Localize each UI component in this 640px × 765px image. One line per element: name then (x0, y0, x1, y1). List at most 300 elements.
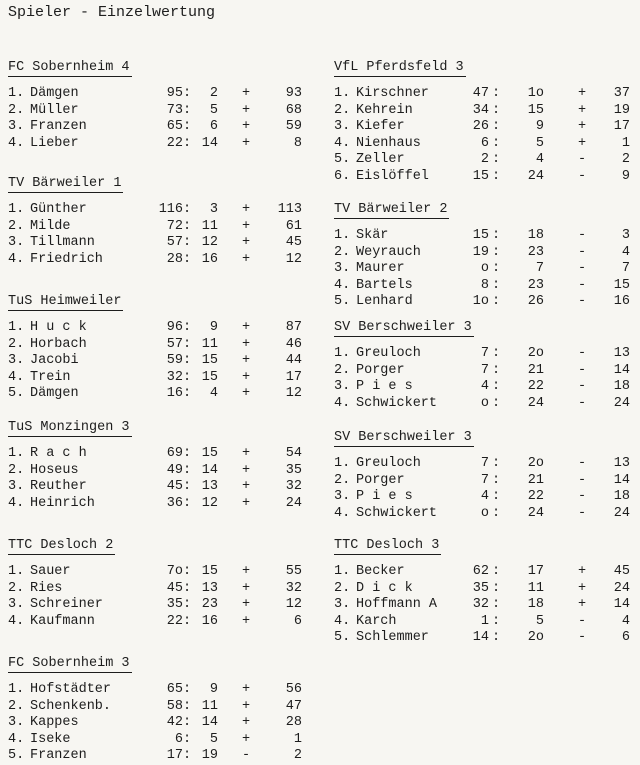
games-lost: 11 (527, 580, 544, 596)
diff-sign: - (578, 456, 587, 471)
player-rank: 4. (8, 495, 25, 511)
games-won: 65 (166, 119, 183, 134)
player-rank: 4. (334, 395, 351, 411)
games-won: 59 (166, 353, 183, 368)
diff-sign: - (578, 379, 587, 394)
player-row (8, 320, 308, 337)
score-separator: : (492, 597, 501, 612)
team-block (334, 60, 634, 185)
player-rank: 4. (334, 505, 351, 521)
score-separator: : (492, 456, 501, 471)
games-lost: 14 (201, 135, 218, 151)
team-block (8, 176, 308, 268)
player-rank: 4. (8, 135, 25, 151)
player-name: Dämgen (30, 386, 79, 401)
games-difference: 68 (285, 102, 302, 118)
diff-sign: + (242, 320, 251, 335)
diff-sign: + (242, 564, 251, 579)
player-row (334, 614, 634, 631)
player-row (334, 564, 634, 581)
team-heading: SV Berschweiler 3 (334, 430, 472, 445)
games-difference: 15 (613, 277, 630, 293)
games-lost: 5 (535, 613, 544, 629)
games-difference: 9 (621, 168, 630, 184)
games-difference: 13 (613, 346, 630, 361)
games-difference: 55 (285, 564, 302, 579)
player-row (8, 748, 308, 765)
diff-sign: - (578, 505, 587, 521)
player-rank: 4. (8, 613, 25, 629)
games-difference: 14 (613, 597, 630, 612)
team-block (8, 420, 308, 512)
games-lost: 16 (201, 251, 218, 267)
diff-sign: + (578, 564, 587, 579)
player-rank: 2. (8, 580, 25, 596)
player-rank: 2. (334, 580, 351, 596)
score-separator: : (183, 386, 192, 401)
player-row (8, 103, 308, 120)
games-won: 7 (480, 456, 489, 471)
games-won: 7o (166, 564, 183, 579)
games-won: 35 (472, 580, 489, 596)
player-name: H u c k (30, 320, 87, 335)
page-title: Spieler - Einzelwertung (8, 4, 216, 21)
games-lost: 4 (535, 152, 544, 167)
player-rank: 4. (8, 369, 25, 385)
games-lost: 3 (209, 202, 218, 217)
diff-sign: + (242, 698, 251, 714)
score-separator: : (492, 564, 501, 579)
games-won: 73 (166, 102, 183, 118)
player-row (334, 228, 634, 245)
score-separator: : (492, 168, 501, 184)
games-won: 45 (166, 479, 183, 494)
player-rank: 1. (8, 320, 25, 335)
player-row (8, 252, 308, 269)
games-lost: 1o (527, 86, 544, 101)
games-won: 62 (472, 564, 489, 579)
diff-sign: - (578, 261, 587, 276)
games-difference: 45 (613, 564, 630, 579)
games-difference: 13 (613, 456, 630, 471)
games-lost: 23 (527, 277, 544, 293)
games-won: o (480, 505, 489, 521)
diff-sign: - (578, 277, 587, 293)
games-lost: 4 (209, 386, 218, 401)
games-won: 7 (480, 346, 489, 361)
player-row (8, 614, 308, 631)
team-heading: TTC Desloch 2 (8, 538, 114, 553)
player-name: Dämgen (30, 86, 79, 101)
games-difference: 32 (285, 479, 302, 494)
team-heading: TTC Desloch 3 (334, 538, 440, 553)
games-won: o (480, 261, 489, 276)
diff-sign: + (242, 218, 251, 234)
score-separator: : (183, 613, 192, 629)
score-separator: : (183, 235, 192, 250)
team-heading: TuS Monzingen 3 (8, 420, 130, 435)
player-rank: 2. (8, 218, 25, 234)
score-separator: : (183, 462, 192, 478)
score-separator: : (492, 362, 501, 378)
score-separator: : (183, 135, 192, 151)
games-won: 95 (166, 86, 183, 101)
games-lost: 17 (527, 564, 544, 579)
games-difference: 87 (285, 320, 302, 335)
player-rank: 2. (8, 462, 25, 478)
games-difference: 17 (613, 119, 630, 134)
player-row (8, 732, 308, 749)
player-row (8, 86, 308, 103)
player-row (8, 219, 308, 236)
games-lost: 18 (527, 597, 544, 612)
player-rank: 1. (334, 346, 351, 361)
player-row (334, 103, 634, 120)
player-rank: 3. (334, 489, 351, 504)
score-separator: : (492, 630, 501, 645)
player-row (334, 169, 634, 186)
games-difference: 113 (277, 202, 302, 217)
games-lost: 9 (535, 119, 544, 134)
games-difference: 45 (285, 235, 302, 250)
diff-sign: + (242, 479, 251, 494)
diff-sign: + (242, 251, 251, 267)
score-separator: : (492, 613, 501, 629)
games-difference: 61 (285, 218, 302, 234)
player-name: Reuther (30, 479, 87, 494)
player-name: Hoffmann A (356, 597, 438, 612)
games-difference: 24 (613, 505, 630, 521)
score-separator: : (492, 277, 501, 293)
player-name: Trein (30, 369, 71, 385)
player-row (334, 136, 634, 153)
player-rank: 3. (334, 597, 351, 612)
games-lost: 15 (201, 369, 218, 385)
games-lost: 24 (527, 505, 544, 521)
player-row (8, 581, 308, 598)
diff-sign: - (578, 472, 587, 488)
diff-sign: + (242, 613, 251, 629)
player-row (334, 294, 634, 311)
player-rank: 4. (334, 135, 351, 151)
player-rank: 5. (8, 386, 25, 401)
player-name: Iseke (30, 731, 71, 747)
games-won: 2 (480, 152, 489, 167)
player-rank: 3. (8, 235, 25, 250)
player-row (334, 152, 634, 169)
player-row (334, 245, 634, 262)
player-rank: 5. (334, 152, 351, 167)
player-row (8, 136, 308, 153)
games-lost: 13 (201, 580, 218, 596)
games-difference: 19 (613, 102, 630, 118)
games-lost: 11 (201, 218, 218, 234)
player-name: Schenkenb. (30, 698, 112, 714)
diff-sign: + (242, 462, 251, 478)
games-won: 42 (166, 715, 183, 730)
games-lost: 23 (527, 244, 544, 260)
player-rank: 1. (8, 202, 25, 217)
diff-sign: - (242, 748, 251, 763)
player-name: Sauer (30, 564, 71, 579)
score-separator: : (183, 580, 192, 596)
games-difference: 3 (621, 228, 630, 243)
team-heading: TV Bärweiler 1 (8, 176, 122, 191)
player-name: Friedrich (30, 251, 103, 267)
score-separator: : (492, 379, 501, 394)
games-lost: 26 (527, 294, 544, 309)
player-rank: 1. (8, 682, 25, 697)
player-name: Greuloch (356, 456, 421, 471)
games-won: 116 (158, 202, 183, 217)
games-difference: 8 (293, 135, 302, 151)
score-separator: : (492, 152, 501, 167)
games-difference: 59 (285, 119, 302, 134)
diff-sign: - (578, 152, 587, 167)
player-name: Hoseus (30, 462, 79, 478)
team-heading: TV Bärweiler 2 (334, 202, 448, 217)
player-rank: 2. (334, 362, 351, 378)
player-name: Kappes (30, 715, 79, 730)
score-separator: : (183, 353, 192, 368)
player-rank: 2. (8, 336, 25, 352)
games-lost: 21 (527, 362, 544, 378)
diff-sign: - (578, 362, 587, 378)
games-won: 22 (166, 613, 183, 629)
games-lost: 12 (201, 235, 218, 250)
player-row (8, 463, 308, 480)
score-separator: : (183, 102, 192, 118)
player-rank: 5. (334, 630, 351, 645)
games-won: 57 (166, 336, 183, 352)
games-difference: 24 (285, 495, 302, 511)
diff-sign: + (242, 135, 251, 151)
player-row (8, 597, 308, 614)
player-name: Porger (356, 472, 405, 488)
player-name: Tillmann (30, 235, 95, 250)
player-name: Hofstädter (30, 682, 112, 697)
player-row (8, 446, 308, 463)
games-difference: 35 (285, 462, 302, 478)
diff-sign: + (242, 495, 251, 511)
games-lost: 5 (209, 102, 218, 118)
team-block (8, 656, 308, 765)
games-lost: 5 (209, 731, 218, 747)
games-lost: 15 (201, 564, 218, 579)
games-lost: 15 (201, 446, 218, 461)
games-lost: 2o (527, 346, 544, 361)
player-rank: 3. (8, 119, 25, 134)
games-difference: 1 (621, 135, 630, 151)
diff-sign: - (578, 294, 587, 309)
games-lost: 23 (201, 597, 218, 612)
player-row (334, 346, 634, 363)
score-separator: : (492, 86, 501, 101)
player-name: P i e s (356, 489, 413, 504)
games-won: 17 (166, 748, 183, 763)
score-separator: : (183, 218, 192, 234)
score-separator: : (183, 731, 192, 747)
score-separator: : (492, 135, 501, 151)
player-rank: 2. (8, 698, 25, 714)
player-rank: 1. (8, 86, 25, 101)
score-separator: : (183, 446, 192, 461)
score-separator: : (492, 244, 501, 260)
games-difference: 54 (285, 446, 302, 461)
diff-sign: + (578, 119, 587, 134)
score-separator: : (183, 336, 192, 352)
player-row (334, 597, 634, 614)
games-won: 69 (166, 446, 183, 461)
games-difference: 7 (621, 261, 630, 276)
player-row (334, 396, 634, 413)
games-lost: 19 (201, 748, 218, 763)
team-heading: TuS Heimweiler (8, 294, 122, 309)
games-won: 7 (480, 472, 489, 488)
player-name: Schlemmer (356, 630, 429, 645)
player-row (8, 119, 308, 136)
games-lost: 15 (201, 353, 218, 368)
score-separator: : (492, 102, 501, 118)
diff-sign: - (578, 613, 587, 629)
player-name: Schreiner (30, 597, 103, 612)
games-difference: 28 (285, 715, 302, 730)
games-difference: 4 (621, 613, 630, 629)
player-rank: 4. (334, 277, 351, 293)
games-difference: 32 (285, 580, 302, 596)
games-difference: 6 (621, 630, 630, 645)
games-lost: 2o (527, 456, 544, 471)
diff-sign: + (242, 446, 251, 461)
score-separator: : (183, 564, 192, 579)
games-won: 15 (472, 228, 489, 243)
player-row (8, 370, 308, 387)
diff-sign: + (578, 102, 587, 118)
player-name: Schwickert (356, 505, 438, 521)
games-won: o (480, 395, 489, 411)
player-name: P i e s (356, 379, 413, 394)
games-difference: 16 (613, 294, 630, 309)
player-name: Nienhaus (356, 135, 421, 151)
games-lost: 9 (209, 320, 218, 335)
games-difference: 12 (285, 386, 302, 401)
score-separator: : (492, 395, 501, 411)
player-name: Becker (356, 564, 405, 579)
games-won: 22 (166, 135, 183, 151)
games-difference: 2 (621, 152, 630, 167)
score-separator: : (492, 505, 501, 521)
player-rank: 5. (8, 748, 25, 763)
player-rank: 1. (334, 456, 351, 471)
player-name: Karch (356, 613, 397, 629)
games-difference: 4 (621, 244, 630, 260)
games-won: 49 (166, 462, 183, 478)
player-name: D i c k (356, 580, 413, 596)
player-row (334, 86, 634, 103)
player-rank: 1. (8, 446, 25, 461)
diff-sign: + (242, 682, 251, 697)
games-won: 26 (472, 119, 489, 134)
player-name: Jacobi (30, 353, 79, 368)
player-row (8, 682, 308, 699)
games-won: 32 (472, 597, 489, 612)
games-lost: 16 (201, 613, 218, 629)
games-won: 4 (480, 379, 489, 394)
player-name: Müller (30, 102, 79, 118)
diff-sign: + (242, 597, 251, 612)
team-block (334, 320, 634, 412)
team-heading: VfL Pferdsfeld 3 (334, 60, 464, 75)
score-separator: : (183, 495, 192, 511)
player-name: Maurer (356, 261, 405, 276)
games-won: 1 (480, 613, 489, 629)
player-rank: 3. (8, 715, 25, 730)
games-lost: 11 (201, 336, 218, 352)
player-name: Kehrein (356, 102, 413, 118)
games-won: 19 (472, 244, 489, 260)
score-separator: : (492, 228, 501, 243)
diff-sign: + (242, 86, 251, 101)
player-name: Weyrauch (356, 244, 421, 260)
games-won: 16 (166, 386, 183, 401)
games-won: 36 (166, 495, 183, 511)
score-separator: : (492, 119, 501, 134)
score-separator: : (183, 320, 192, 335)
games-won: 7 (480, 362, 489, 378)
games-won: 4 (480, 489, 489, 504)
player-rank: 1. (8, 564, 25, 579)
team-heading: FC Sobernheim 4 (8, 60, 130, 75)
games-lost: 21 (527, 472, 544, 488)
player-name: Eislöffel (356, 168, 429, 184)
player-rank: 6. (334, 168, 351, 184)
player-rank: 2. (8, 102, 25, 118)
diff-sign: - (578, 630, 587, 645)
games-lost: 13 (201, 479, 218, 494)
player-row (8, 564, 308, 581)
player-row (8, 202, 308, 219)
player-name: Ries (30, 580, 63, 596)
score-separator: : (183, 202, 192, 217)
games-lost: 5 (535, 135, 544, 151)
games-lost: 2 (209, 86, 218, 101)
player-row (334, 119, 634, 136)
score-separator: : (183, 597, 192, 612)
games-lost: 15 (527, 102, 544, 118)
games-difference: 47 (285, 698, 302, 714)
games-won: 34 (472, 102, 489, 118)
games-won: 47 (472, 86, 489, 101)
games-difference: 14 (613, 362, 630, 378)
games-difference: 12 (285, 251, 302, 267)
player-row (334, 581, 634, 598)
player-row (334, 473, 634, 490)
games-lost: 6 (209, 119, 218, 134)
diff-sign: + (242, 580, 251, 596)
player-row (334, 489, 634, 506)
games-won: 72 (166, 218, 183, 234)
player-rank: 3. (8, 597, 25, 612)
player-row (334, 630, 634, 647)
diff-sign: + (242, 202, 251, 217)
team-block (8, 60, 308, 152)
player-row (334, 506, 634, 523)
player-row (8, 715, 308, 732)
games-lost: 9 (209, 682, 218, 697)
score-separator: : (492, 489, 501, 504)
player-rank: 1. (334, 228, 351, 243)
player-rank: 3. (8, 353, 25, 368)
